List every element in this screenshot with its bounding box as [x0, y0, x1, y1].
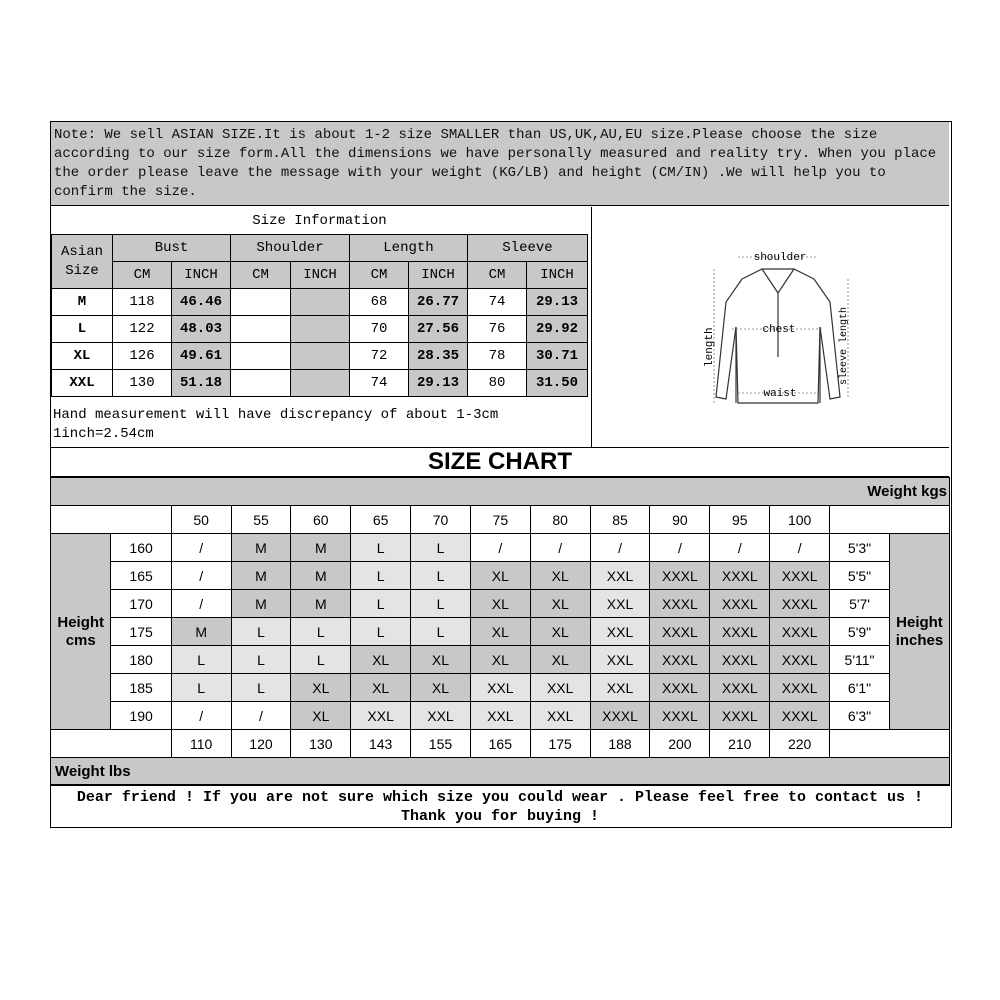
size-cell: XL: [530, 618, 590, 646]
asian-size-header: Asian Size: [52, 235, 113, 289]
weight-lb-value: 143: [351, 730, 411, 758]
size-cell: XXXL: [770, 590, 830, 618]
size-cell: XL: [351, 646, 411, 674]
size-cell: XL: [470, 590, 530, 618]
size-chart-title: SIZE CHART: [51, 447, 949, 477]
unit-header: INCH: [172, 262, 231, 289]
measurement-cell: 46.46: [172, 289, 231, 316]
size-cell: XL: [530, 590, 590, 618]
size-cell: XXXL: [650, 674, 710, 702]
weight-kg-value: 95: [710, 506, 770, 534]
size-cell: /: [231, 702, 291, 730]
size-cell: XXL: [411, 702, 471, 730]
size-cell: M: [291, 562, 351, 590]
size-cell: XXL: [530, 702, 590, 730]
weight-kg-value: 85: [590, 506, 650, 534]
unit-header: CM: [113, 262, 172, 289]
size-cell: /: [171, 534, 231, 562]
measurement-cell: [291, 316, 350, 343]
size-cell: XL: [291, 702, 351, 730]
size-cell: L: [351, 562, 411, 590]
weight-kg-value: 100: [770, 506, 830, 534]
diagram-label-chest: chest: [762, 324, 796, 336]
measurement-cell: 31.50: [527, 370, 588, 397]
size-cell: XXXL: [710, 646, 770, 674]
size-cell: XXL: [590, 618, 650, 646]
measurement-cell: [231, 343, 291, 370]
height-inch-value: 5'11": [830, 646, 890, 674]
size-cell: XXXL: [710, 590, 770, 618]
weight-kg-value: 75: [470, 506, 530, 534]
size-cell: M: [231, 590, 291, 618]
size-cell: L: [231, 646, 291, 674]
measurement-cell: 78: [468, 343, 527, 370]
height-cm-value: 180: [111, 646, 171, 674]
measurement-cell: 118: [113, 289, 172, 316]
size-cell: /: [171, 702, 231, 730]
weight-lb-value: 175: [530, 730, 590, 758]
unit-header: CM: [231, 262, 291, 289]
size-cell: XXXL: [710, 674, 770, 702]
measurement-cell: 72: [350, 343, 409, 370]
size-cell: XXL: [351, 702, 411, 730]
measurement-cell: 76: [468, 316, 527, 343]
size-cell: /: [590, 534, 650, 562]
weight-lb-value: 210: [710, 730, 770, 758]
weight-lb-value: 110: [171, 730, 231, 758]
weight-lbs-label: Weight lbs: [51, 758, 950, 786]
weight-lb-value: 130: [291, 730, 351, 758]
size-label: XL: [52, 343, 113, 370]
inch-conversion-note: 1inch=2.54cm: [53, 426, 154, 442]
size-cell: XXXL: [770, 618, 830, 646]
weight-kgs-label: Weight kgs: [51, 478, 950, 506]
size-information-table: [51, 207, 588, 397]
measurement-cell: 26.77: [409, 289, 468, 316]
size-cell: /: [171, 590, 231, 618]
height-inch-value: 5'7': [830, 590, 890, 618]
height-inch-value: 5'9": [830, 618, 890, 646]
size-cell: /: [710, 534, 770, 562]
size-cell: M: [171, 618, 231, 646]
size-cell: /: [470, 534, 530, 562]
size-cell: XXL: [470, 702, 530, 730]
size-chart-table: [50, 477, 950, 786]
measurement-cell: 49.61: [172, 343, 231, 370]
measurement-cell: 126: [113, 343, 172, 370]
size-cell: XL: [411, 674, 471, 702]
size-cell: XXXL: [710, 562, 770, 590]
blank-cell: [51, 730, 172, 758]
height-cm-value: 160: [111, 534, 171, 562]
measurement-cell: 29.13: [409, 370, 468, 397]
measurement-cell: [231, 370, 291, 397]
group-header: Shoulder: [231, 235, 350, 262]
height-inch-value: 5'3": [830, 534, 890, 562]
size-information-panel: [51, 207, 592, 447]
height-cm-value: 170: [111, 590, 171, 618]
size-cell: L: [291, 646, 351, 674]
footer-line-1: Dear friend ! If you are not sure which size you could wear . Please feel free to contact us !: [76, 789, 924, 806]
blank-cell: [830, 730, 950, 758]
size-cell: XXL: [470, 674, 530, 702]
unit-header: INCH: [527, 262, 588, 289]
height-cm-value: 165: [111, 562, 171, 590]
size-cell: /: [770, 534, 830, 562]
shirt-measurement-diagram: [592, 207, 951, 447]
size-cell: XXXL: [710, 702, 770, 730]
size-cell: M: [291, 590, 351, 618]
garment-diagram-panel: [592, 207, 951, 447]
group-header: Length: [350, 235, 468, 262]
size-label: M: [52, 289, 113, 316]
footer-line-2: Thank you for buying !: [400, 808, 600, 825]
size-cell: M: [231, 534, 291, 562]
measurement-cell: 130: [113, 370, 172, 397]
size-cell: /: [171, 562, 231, 590]
height-inch-value: 5'5": [830, 562, 890, 590]
size-chart-document: [50, 121, 952, 828]
height-cm-value: 175: [111, 618, 171, 646]
size-cell: /: [530, 534, 590, 562]
size-cell: XXXL: [650, 562, 710, 590]
weight-kg-value: 90: [650, 506, 710, 534]
diagram-label-shoulder: shoulder: [753, 252, 807, 264]
size-info-title: Size Information: [52, 207, 588, 235]
size-cell: XXL: [590, 562, 650, 590]
height-cm-value: 185: [111, 674, 171, 702]
measurement-cell: [291, 289, 350, 316]
size-cell: XL: [470, 618, 530, 646]
measurement-cell: [291, 370, 350, 397]
size-cell: XL: [411, 646, 471, 674]
height-cm-value: 190: [111, 702, 171, 730]
measurement-cell: 30.71: [527, 343, 588, 370]
size-cell: L: [351, 618, 411, 646]
measurement-cell: 74: [468, 289, 527, 316]
measurement-cell: 122: [113, 316, 172, 343]
unit-header: CM: [468, 262, 527, 289]
size-cell: XL: [530, 646, 590, 674]
unit-header: INCH: [291, 262, 350, 289]
weight-lb-value: 188: [590, 730, 650, 758]
unit-header: CM: [350, 262, 409, 289]
size-cell: XXXL: [710, 618, 770, 646]
size-cell: XL: [470, 562, 530, 590]
weight-kg-value: 60: [291, 506, 351, 534]
size-cell: XXXL: [770, 674, 830, 702]
measurement-cell: 29.13: [527, 289, 588, 316]
hand-measure-note: Hand measurement will have discrepancy of about 1-3cm: [53, 407, 499, 423]
size-cell: XXL: [590, 590, 650, 618]
size-cell: XL: [470, 646, 530, 674]
size-cell: XXXL: [650, 646, 710, 674]
group-header: Bust: [113, 235, 231, 262]
diagram-label-waist: waist: [763, 388, 797, 400]
size-cell: XXL: [590, 646, 650, 674]
size-cell: XXXL: [650, 590, 710, 618]
size-cell: XXXL: [590, 702, 650, 730]
weight-kg-value: 65: [351, 506, 411, 534]
height-inch-value: 6'3": [830, 702, 890, 730]
size-cell: XXXL: [770, 702, 830, 730]
size-cell: L: [411, 590, 471, 618]
size-cell: XL: [530, 562, 590, 590]
measurement-cell: 74: [350, 370, 409, 397]
size-note: Note: We sell ASIAN SIZE.It is about 1-2 size SMALLER than US,UK,AU,EU size.Please choose the size according to our size form.All the dimensions we have personally measured and reality try. When you place the order please leave the message with your weight (KG/LB) and height (CM/IN) .We will help you to confirm the size.: [51, 122, 949, 206]
size-cell: M: [231, 562, 291, 590]
measurement-cell: [291, 343, 350, 370]
size-cell: L: [351, 590, 411, 618]
unit-header: INCH: [409, 262, 468, 289]
size-cell: XL: [291, 674, 351, 702]
blank-cell: [830, 506, 950, 534]
weight-lb-value: 200: [650, 730, 710, 758]
size-cell: L: [171, 674, 231, 702]
size-cell: L: [351, 534, 411, 562]
size-cell: XXL: [590, 674, 650, 702]
weight-kg-value: 55: [231, 506, 291, 534]
size-cell: L: [411, 562, 471, 590]
size-cell: L: [411, 618, 471, 646]
size-cell: L: [291, 618, 351, 646]
size-cell: L: [411, 534, 471, 562]
weight-lb-value: 220: [770, 730, 830, 758]
size-cell: L: [231, 618, 291, 646]
measurement-cell: 70: [350, 316, 409, 343]
size-cell: XXXL: [770, 562, 830, 590]
blank-cell: [51, 506, 172, 534]
group-header: Sleeve: [468, 235, 588, 262]
weight-lb-value: 120: [231, 730, 291, 758]
size-cell: /: [650, 534, 710, 562]
measurement-cell: 80: [468, 370, 527, 397]
diagram-label-length: length: [704, 327, 716, 367]
measurement-notes: [53, 406, 498, 444]
measurement-cell: [231, 316, 291, 343]
size-cell: L: [171, 646, 231, 674]
height-inch-value: 6'1": [830, 674, 890, 702]
size-cell: XL: [351, 674, 411, 702]
measurement-cell: 48.03: [172, 316, 231, 343]
height-cms-label: Height cms: [51, 534, 111, 730]
measurement-cell: 68: [350, 289, 409, 316]
size-cell: M: [291, 534, 351, 562]
size-cell: XXL: [530, 674, 590, 702]
height-inches-label: Height inches: [889, 534, 949, 730]
measurement-cell: 27.56: [409, 316, 468, 343]
size-cell: XXXL: [650, 618, 710, 646]
weight-kg-value: 70: [411, 506, 471, 534]
measurement-cell: 29.92: [527, 316, 588, 343]
weight-lb-value: 155: [411, 730, 471, 758]
weight-lb-value: 165: [470, 730, 530, 758]
measurement-cell: 28.35: [409, 343, 468, 370]
weight-kg-value: 50: [171, 506, 231, 534]
diagram-label-sleeve-length: sleeve length: [839, 306, 850, 385]
size-cell: L: [231, 674, 291, 702]
footer-message: [51, 784, 949, 827]
size-label: L: [52, 316, 113, 343]
measurement-cell: 51.18: [172, 370, 231, 397]
size-cell: XXXL: [650, 702, 710, 730]
size-cell: XXXL: [770, 646, 830, 674]
measurement-cell: [231, 289, 291, 316]
weight-kg-value: 80: [530, 506, 590, 534]
size-label: XXL: [52, 370, 113, 397]
